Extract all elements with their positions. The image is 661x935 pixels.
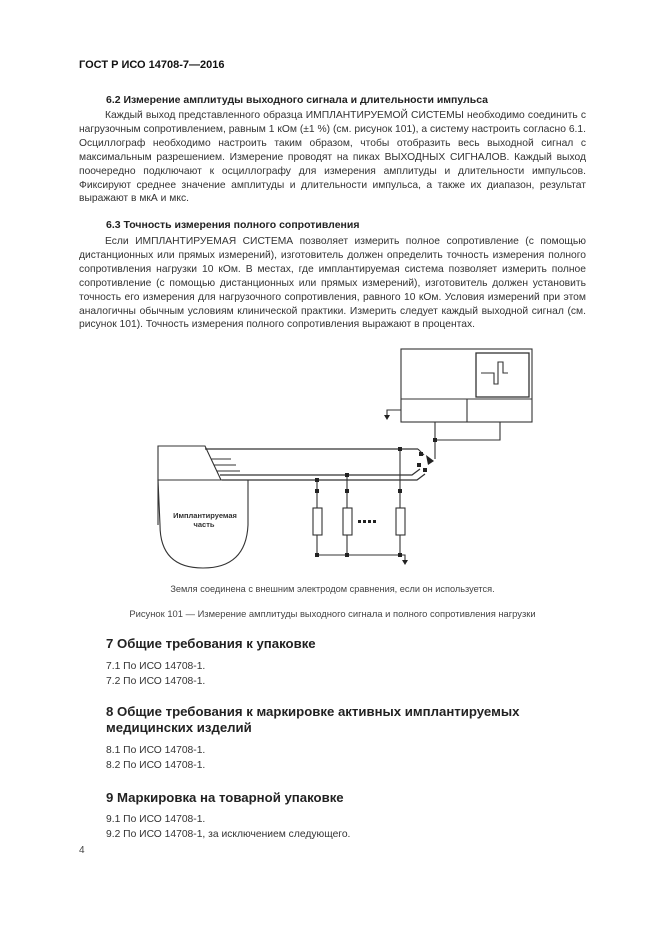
selector-switch-arrow-icon — [426, 455, 434, 465]
implant-label-line1: Имплантируемая — [173, 511, 237, 520]
implant-header-block — [158, 446, 221, 480]
implant-label-line2: часть — [193, 520, 215, 529]
ground-icon — [384, 415, 390, 420]
section-7-title: 7 Общие требования к упаковке — [106, 636, 316, 651]
document-header: ГОСТ Р ИСО 14708-7—2016 — [79, 59, 225, 71]
resistor-1 — [313, 508, 322, 535]
resistor-n — [396, 508, 405, 535]
section-7-item: 7.1 По ИСО 14708-1. — [106, 661, 206, 672]
section-6-2-title: 6.2 Измерение амплитуды выходного сигнала и длительности импульса — [106, 94, 489, 106]
figure-note: Земля соединена с внешним электродом сравнения, если он используется. — [170, 584, 495, 594]
junction-dots — [315, 415, 437, 565]
oscilloscope-screen — [476, 353, 529, 397]
section-8-item: 8.1 По ИСО 14708-1. — [106, 745, 206, 756]
pulse-waveform-icon — [481, 362, 508, 384]
section-6-2-paragraph: Каждый выход представленного образца ИМПЛАНТИРУЕМОЙ СИСТЕМЫ необходимо соединить с нагрузочным сопротивлением, равным 1 кОм (±1 %) (см. рисунок 101), а систему настроить согласно 6.1. Осциллограф необходимо настроить таким образом, чтобы отобразить весь выходной сигнал с максимальным разрешением. Измерение проводят на пиках ВЫХОДНЫХ СИГНАЛОВ. Каждый выход поочередно подключают к осциллографу для измерения амплитуды и длительности импульсов. Фиксируют среднее значение амплитуды и длительности импульса, а также их диапазон, результат выражают в мкА и мкс. — [79, 110, 586, 205]
page-number: 4 — [79, 845, 85, 856]
section-8-title-line2: медицинских изделий — [106, 720, 252, 735]
section-9-title: 9 Маркировка на товарной упаковке — [106, 790, 344, 805]
section-6-3-paragraph: Если ИМПЛАНТИРУЕМАЯ СИСТЕМА позволяет измерить полное сопротивление (с помощью дистанционных или прямых измерений), изготовитель должен определить точность измерения полного сопротивления нагрузки 10 кОм. В местах, где имплантируемая система позволяет измерить полное сопротивление (с помощью дистанционных или прямых измерений), изготовитель должен установить точность его измерения для нагрузочного сопротивления, равного 10 кОм. Условия измерений при этом аналогичны обычным условиям клинической практики. Измерить следует каждый выходной сигнал (см. рисунок 101). Точность измерения полного сопротивления выражают в процентах. — [79, 236, 586, 331]
section-7-item: 7.2 По ИСО 14708-1. — [106, 676, 206, 687]
section-8-item: 8.2 По ИСО 14708-1. — [106, 760, 206, 771]
section-6-3-title: 6.3 Точность измерения полного сопротивления — [106, 219, 360, 231]
ground-icon — [402, 560, 408, 565]
resistor-2 — [343, 508, 352, 535]
section-9-item: 9.1 По ИСО 14708-1. — [106, 814, 206, 825]
section-8-title-line1: 8 Общие требования к маркировке активных имплантируемых — [106, 704, 520, 719]
figure-caption: Рисунок 101 — Измерение амплитуды выходного сигнала и полного сопротивления нагрузки — [129, 608, 536, 619]
section-9-item: 9.2 По ИСО 14708-1, за исключением следующего. — [106, 829, 351, 840]
